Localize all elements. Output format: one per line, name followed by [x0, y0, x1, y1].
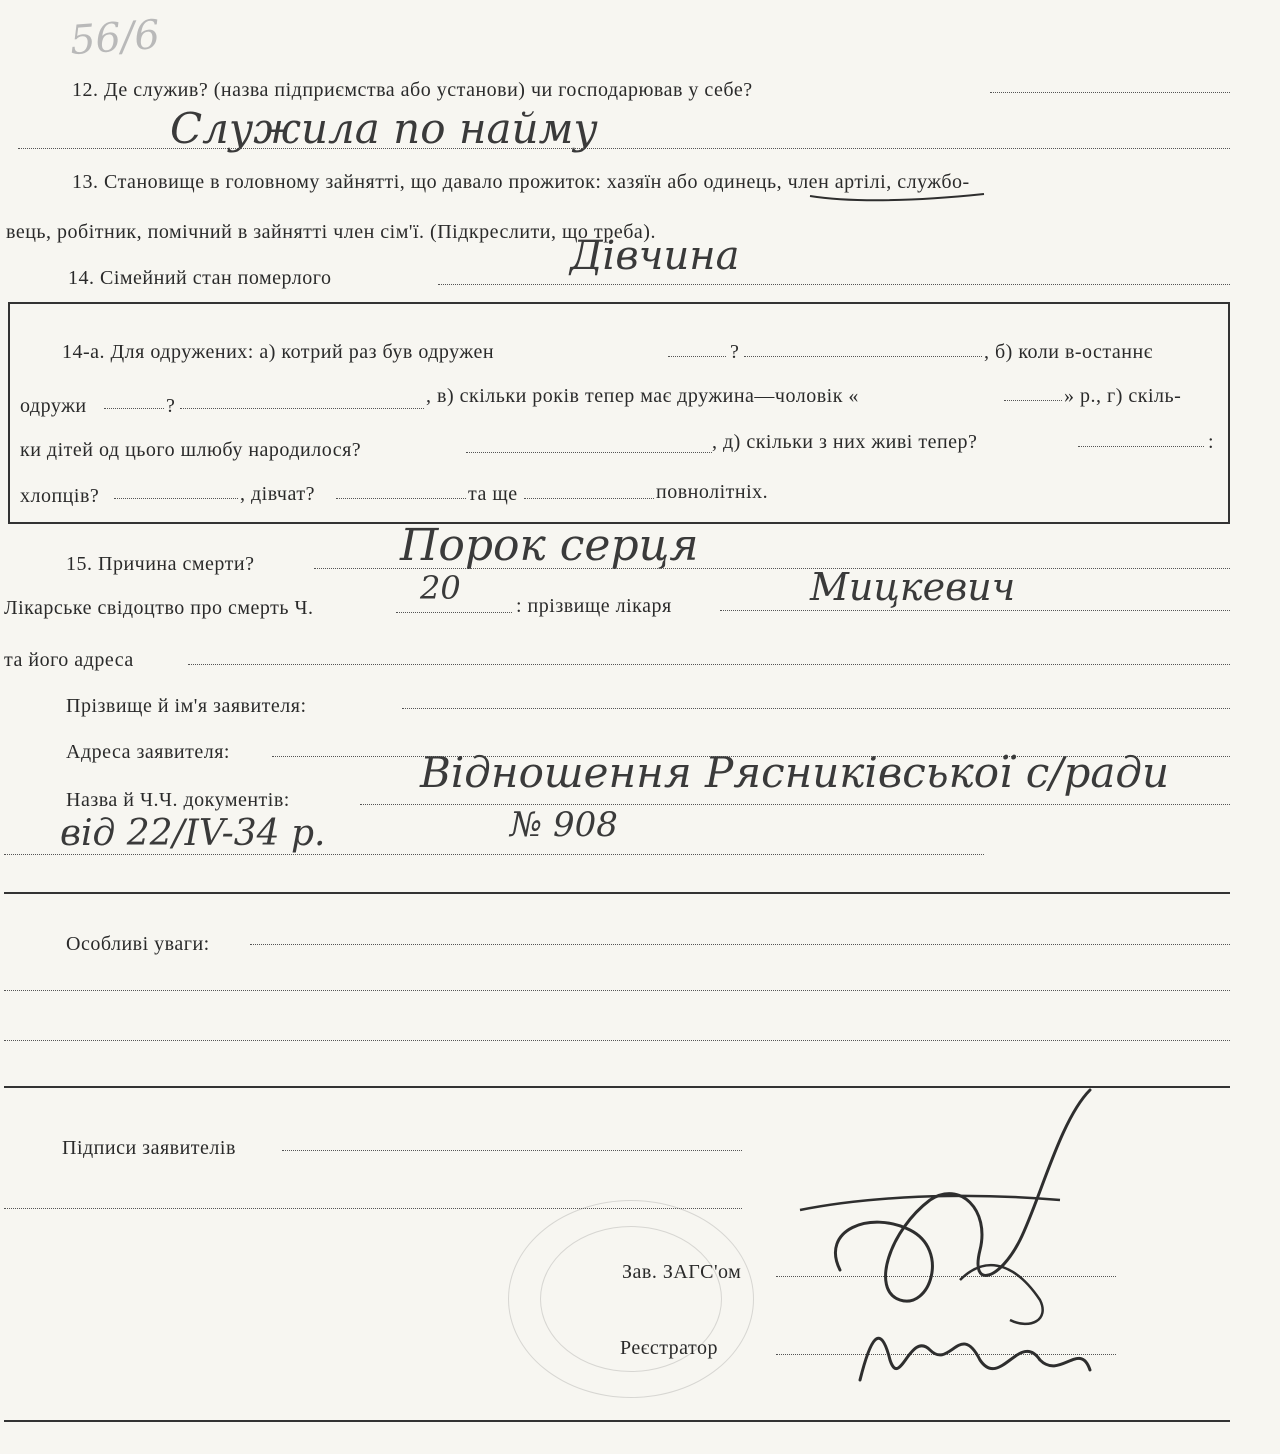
q14a-qmark-1: ? [730, 341, 740, 363]
head-registry-label: Зав. ЗАГС'ом [622, 1261, 742, 1283]
q14a-line4c: та ще [468, 483, 518, 505]
q14a-dots-5 [1004, 400, 1062, 401]
q15-answer: Порок серця [400, 520, 699, 571]
q14a-dots-3 [104, 408, 164, 409]
q13-selection-underline [808, 188, 988, 208]
documents-answer-line1: Відношення Рясниківської с/ради [420, 748, 1170, 797]
q13-label-line1: 13. Становище в головному зайнятті, що давало прожиток: хазяїн або одинець, член артілі, службо- [72, 171, 970, 193]
applicant-name-label: Прізвище й ім'я заявителя: [66, 695, 307, 717]
q14a-line4d: повнолітніх. [656, 481, 769, 503]
doctor-label: : прізвище лікаря [516, 595, 672, 617]
q14a-line2b: , в) скільки років тепер має дружина—чоловік « [426, 385, 859, 407]
medical-certificate-number: 20 [420, 569, 461, 607]
doctor-answer: Мицкевич [810, 565, 1016, 609]
special-notes-dotted-line-3 [4, 1040, 1230, 1041]
doctor-dotted-line [720, 610, 1230, 611]
q14a-dots-1 [668, 356, 726, 357]
documents-answer-line2-right: № 908 [510, 805, 618, 845]
q14-label: 14. Сімейний стан померлого [68, 267, 332, 289]
q14a-dots-8 [114, 498, 238, 499]
q14a-dots-4 [180, 408, 424, 409]
special-notes-dotted-line-2 [4, 990, 1230, 991]
q14a-line4b: , дівчат? [240, 483, 315, 505]
q12-dotted-line [990, 92, 1230, 93]
q14a-line1a: 14-а. Для одружених: а) котрий раз був одружен [62, 341, 495, 363]
section-divider-1 [4, 892, 1230, 894]
q14a-dots-10 [524, 498, 654, 499]
q14a-dots-6 [466, 452, 712, 453]
q12-label: 12. Де служив? (назва підприємства або установи) чи господарював у себе? [72, 79, 753, 101]
registrar-signature [840, 1300, 1120, 1410]
q15-label: 15. Причина смерти? [66, 553, 255, 575]
q14-answer: Дівчина [570, 233, 740, 279]
q14a-line2c: » р., г) скіль- [1064, 385, 1182, 407]
applicant-name-dotted-line [402, 708, 1230, 709]
medical-certificate-number-line [396, 612, 512, 613]
q14a-line3b: , д) скільки з них живі тепер? [712, 431, 978, 453]
documents-label: Назва й Ч.Ч. документів: [66, 789, 290, 811]
q14-dotted-line [438, 284, 1230, 285]
q14a-dots-2 [744, 356, 982, 357]
q14a-qmark-2: ? [166, 395, 176, 417]
q14a-line3a: ки дітей од цього шлюбу народилося? [20, 439, 362, 461]
q14a-line1b: , б) коли в-останнє [984, 341, 1153, 363]
applicant-signatures-label: Підписи заявителів [62, 1137, 236, 1159]
applicant-address-label: Адреса заявителя: [66, 741, 230, 763]
q14a-line3c: : [1208, 431, 1215, 453]
special-notes-dotted-line-1 [250, 944, 1230, 945]
applicant-signatures-dotted-line-1 [282, 1150, 742, 1151]
bottom-border-line [4, 1420, 1230, 1422]
documents-answer-line2-left: від 22/IV-34 р. [60, 813, 326, 854]
q14a-line2a: одружи [20, 395, 87, 417]
special-notes-label: Особливі уваги: [66, 933, 210, 955]
medical-certificate-label: Лікарське свідоцтво про смерть Ч. [4, 597, 314, 619]
q12-answer: Служила по найму [170, 104, 598, 153]
address-dotted-line [188, 664, 1230, 665]
documents-dotted-line [360, 804, 1230, 805]
documents-dotted-line-2 [4, 854, 984, 855]
q14a-dots-7 [1078, 446, 1204, 447]
q13-label-line2: вець, робітник, помічний в зайнятті член сім'ї. (Підкреслити, що треба). [6, 221, 656, 243]
address-label: та його адреса [4, 649, 134, 671]
corner-note: 56/6 [68, 11, 162, 65]
q14a-line4a: хлопців? [20, 485, 100, 507]
q12-answer-line [18, 148, 1230, 149]
q14a-box [8, 302, 1230, 524]
registrar-label: Реєстратор [620, 1337, 719, 1359]
q14a-dots-9 [336, 498, 466, 499]
